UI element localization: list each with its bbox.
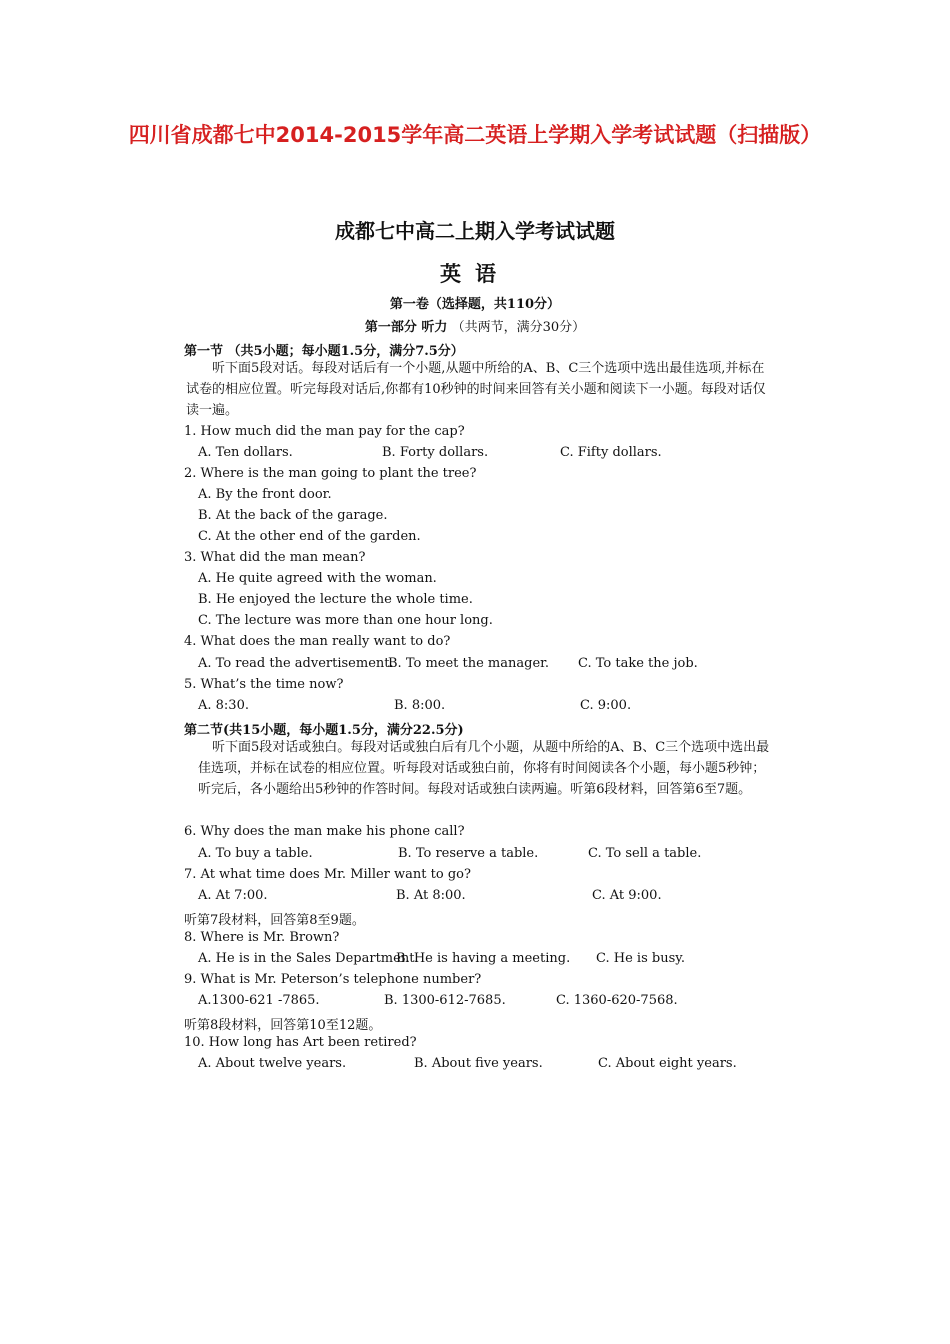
option-8b: B. He is having a meeting. <box>396 951 571 966</box>
material-note-8: 听第8段材料，回答第10至12题。 <box>184 1018 382 1033</box>
question-9: 9. What is Mr. Peterson’s telephone number? <box>184 972 482 987</box>
option-9b: B. 1300-612-7685. <box>384 993 506 1008</box>
part-label: 第一部分 听力 <box>364 320 448 335</box>
question-2: 2. Where is the man going to plant the tree? <box>184 466 477 481</box>
exam-title: 成都七中高二上期入学考试试题 <box>335 219 615 243</box>
option-1b: B. Forty dollars. <box>382 445 489 460</box>
option-1a: A. Ten dollars. <box>198 445 293 460</box>
option-10b: B. About five years. <box>414 1056 543 1071</box>
option-5b: B. 8:00. <box>394 698 446 713</box>
option-7c: C. At 9:00. <box>592 888 662 903</box>
question-3: 3. What did the man mean? <box>184 550 366 565</box>
option-3c: C. The lecture was more than one hour long. <box>198 613 493 628</box>
option-10a: A. About twelve years. <box>198 1056 347 1071</box>
material-note-7: 听第7段材料，回答第8至9题。 <box>184 913 365 928</box>
option-4a: A. To read the advertisement. <box>198 656 394 671</box>
option-3b: B. He enjoyed the lecture the whole time. <box>198 592 473 607</box>
question-10: 10. How long has Art been retired? <box>184 1035 417 1050</box>
section2-instructions: 听下面5段对话或独白。每段对话或独白后有几个小题，从题中所给的A、B、C三个选项中选出最佳选项，并标在试卷的相应位置。听每段对话或独白前，你将有时间阅读各个小题，每小题5秒钟；听完后，各小题给出5秒钟的作答时间。每段对话或独白读两遍。听第6段材料，回答第6至7题。 <box>198 740 770 797</box>
option-2b: B. At the back of the garage. <box>198 508 388 523</box>
option-2c: C. At the other end of the garden. <box>198 529 421 544</box>
section1-heading: 第一节 （共5小题；每小题1.5分，满分7.5分） <box>184 344 464 359</box>
option-7a: A. At 7:00. <box>198 888 268 903</box>
option-4b: B. To meet the manager. <box>388 656 550 671</box>
question-7: 7. At what time does Mr. Miller want to go? <box>184 867 471 882</box>
part-note: （共两节，满分30分） <box>451 320 586 335</box>
document-title: 四川省成都七中2014-2015学年高二英语上学期入学考试试题（扫描版） <box>128 123 822 147</box>
question-8: 8. Where is Mr. Brown? <box>184 930 340 945</box>
option-1c: C. Fifty dollars. <box>560 445 662 460</box>
option-8a: A. He is in the Sales Department. <box>198 951 419 966</box>
option-3a: A. He quite agreed with the woman. <box>198 571 437 586</box>
option-4c: C. To take the job. <box>578 656 698 671</box>
option-9c: C. 1360-620-7568. <box>556 993 678 1008</box>
question-6: 6. Why does the man make his phone call? <box>184 824 465 839</box>
question-4: 4. What does the man really want to do? <box>184 634 451 649</box>
option-8c: C. He is busy. <box>596 951 685 966</box>
question-1: 1. How much did the man pay for the cap? <box>184 424 465 439</box>
option-6b: B. To reserve a table. <box>398 846 539 861</box>
section2-heading: 第二节(共15小题，每小题1.5分，满分22.5分) <box>184 723 464 738</box>
question-5: 5. What’s the time now? <box>184 677 344 692</box>
option-6c: C. To sell a table. <box>588 846 702 861</box>
option-5c: C. 9:00. <box>580 698 632 713</box>
volume-heading: 第一卷（选择题，共110分） <box>389 297 561 312</box>
option-2a: A. By the front door. <box>198 487 332 502</box>
part-heading <box>0 316 950 335</box>
section1-instructions: 听下面5段对话。每段对话后有一个小题,从题中所给的A、B、C三个选项中选出最佳选项,并标在试卷的相应位置。听完每段对话后,你都有10秒钟的时间来回答有关小题和阅读下一小题。每段对话仅读一遍。 <box>186 361 766 418</box>
option-10c: C. About eight years. <box>598 1056 737 1071</box>
subject-title: 英语 <box>440 262 510 286</box>
option-7b: B. At 8:00. <box>396 888 466 903</box>
option-6a: A. To buy a table. <box>198 846 313 861</box>
option-9a: A.1300-621 -7865. <box>198 993 320 1008</box>
option-5a: A. 8:30. <box>198 698 249 713</box>
